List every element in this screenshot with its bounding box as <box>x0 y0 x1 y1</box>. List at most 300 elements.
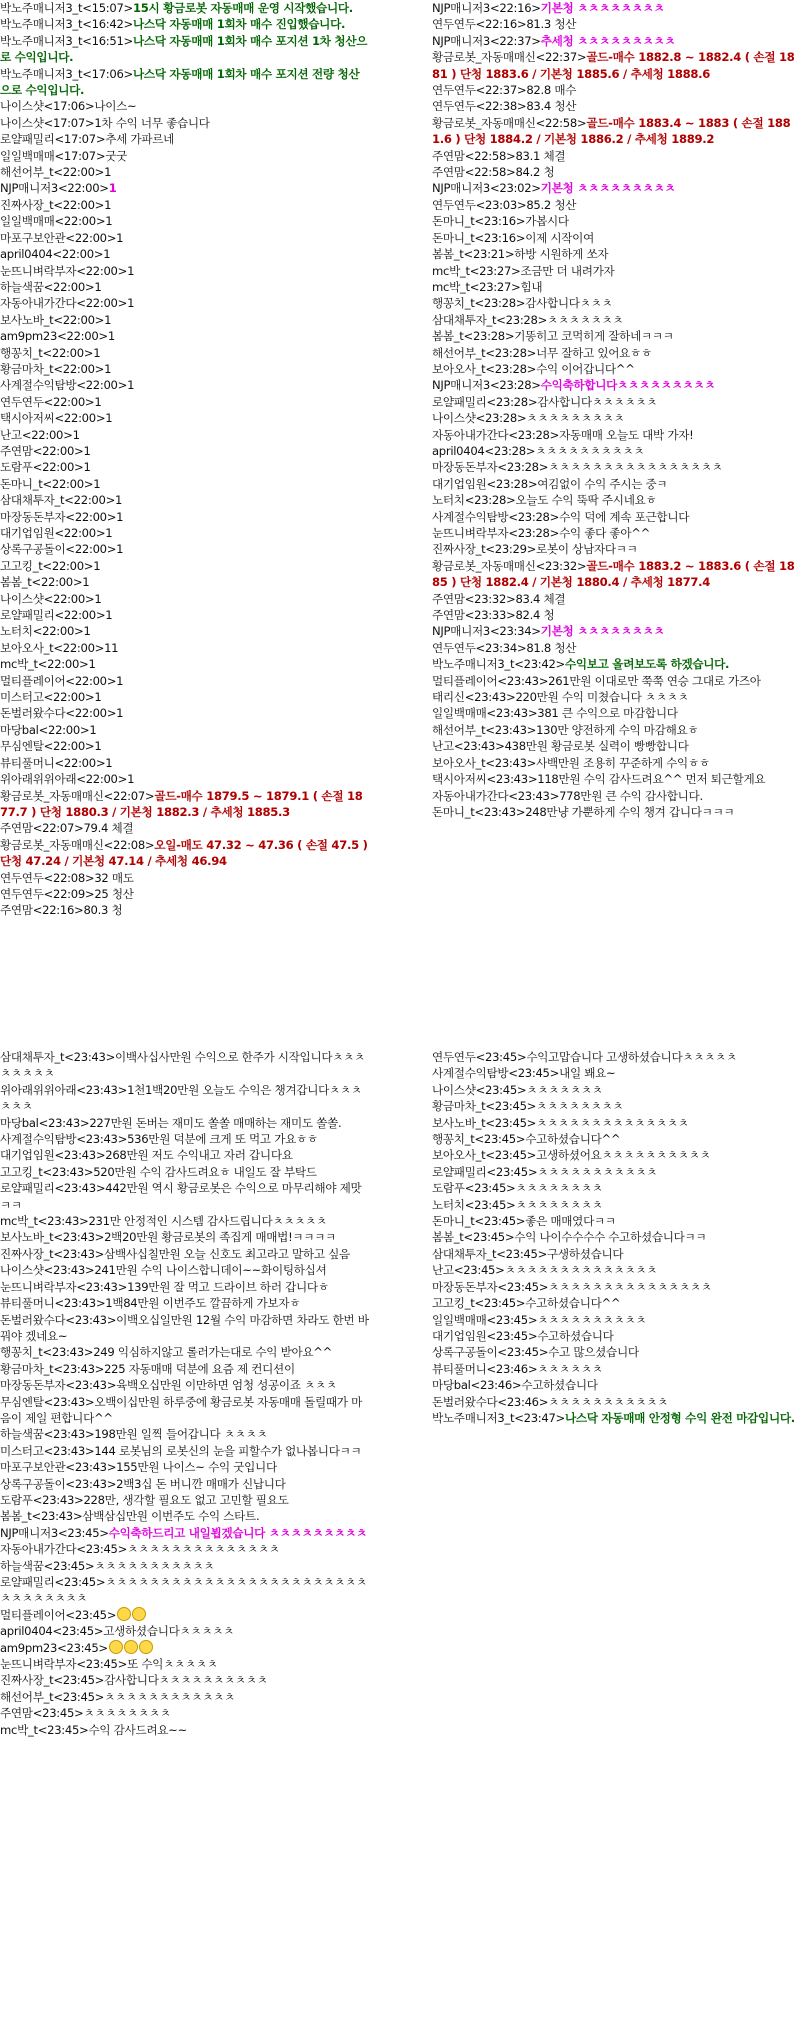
chat-message <box>0 755 370 771</box>
chat-text: 나스닥 자동매매 1회차 매수 진입했습니다. <box>132 17 346 32</box>
chat-text: 수익 이어갑니다^^ <box>536 361 635 376</box>
chat-nickname: 연두연두 <box>432 99 476 114</box>
chat-timestamp: <23:45> <box>486 1328 538 1343</box>
chat-nickname: 돈마니_t <box>432 214 475 229</box>
chat-timestamp: <23:43> <box>43 1394 95 1409</box>
chat-message <box>432 607 802 623</box>
chat-text: 25 청산 <box>94 886 134 901</box>
chat-timestamp: <22:37> <box>535 50 587 65</box>
chat-message <box>0 1049 370 1082</box>
chat-nickname: 해선어부_t <box>0 165 54 180</box>
chat-text: 1 <box>94 690 102 705</box>
chat-nickname: 마포구보안관 <box>0 230 66 245</box>
chat-text: 기본청 ㅊㅊㅊㅊㅊㅊㅊㅊㅊ <box>540 181 676 196</box>
chat-nickname: 나이스샷 <box>432 1082 476 1097</box>
chat-message <box>0 279 370 295</box>
chat-message <box>0 213 370 229</box>
chat-nickname: 나이스샷 <box>432 411 476 426</box>
chat-nickname: 뷰티풀머니 <box>0 755 55 770</box>
chat-message <box>432 361 802 377</box>
chat-message <box>0 1525 370 1541</box>
chat-text: 삼백사십칠만원 오늘 신호도 최고라고 말하고 싶음 <box>104 1246 350 1261</box>
chat-text: 85.2 청산 <box>526 197 577 212</box>
chat-nickname: 주연맘 <box>0 903 33 918</box>
chat-text: 1 <box>82 575 90 590</box>
chat-timestamp: <16:42> <box>82 17 133 32</box>
chat-message <box>0 837 370 870</box>
chat-nickname: 난고 <box>0 427 22 442</box>
chat-nickname: 마장동돈부자 <box>0 509 66 524</box>
chat-message <box>0 1262 370 1278</box>
chat-message <box>0 1344 370 1360</box>
chat-message <box>0 722 370 738</box>
chat-message <box>0 427 370 443</box>
chat-timestamp: <23:47> <box>514 1410 565 1425</box>
chat-message <box>432 1098 802 1114</box>
chat-message <box>0 886 370 902</box>
chat-nickname: 상록구공돌이 <box>0 542 66 557</box>
chat-nickname: 도람푸 <box>0 1492 33 1507</box>
chat-nickname: 상록구공돌이 <box>0 1476 66 1491</box>
chat-text: 수익 나이수수수수 수고하셨습니다ㅋㅋ <box>514 1230 707 1245</box>
chat-text: 이백사십사만원 수익으로 한주가 시작입니다ㅊㅊㅊㅊㅊㅊㅊㅊ <box>0 1050 365 1081</box>
chat-timestamp: <22:00> <box>54 411 106 426</box>
chat-text: 수익 감사드려요~~ <box>88 1722 187 1737</box>
chat-nickname: 자동아내가간다 <box>432 427 509 442</box>
chat-nickname: 노터치 <box>0 624 33 639</box>
chat-timestamp: <22:00> <box>53 361 105 376</box>
chat-text: 오일-매도 47.32 ~ 47.36 ( 손절 47.5 ) 단청 47.24 / 기본청 47.14 / 추세청 46.94 <box>0 837 368 869</box>
chat-message <box>0 476 370 492</box>
chat-nickname: april0404 <box>432 443 485 458</box>
chat-nickname: 주연맘 <box>432 608 465 623</box>
chat-nickname: 마포구보안관 <box>0 1460 66 1475</box>
chat-nickname: 자동아내가간다 <box>0 1542 77 1557</box>
chat-nickname: 뷰티풀머니 <box>432 1361 487 1376</box>
chat-nickname: 박노주매니저3_t <box>432 1410 515 1425</box>
chat-text: 수고하셨습니다 <box>537 1328 614 1343</box>
chat-nickname: 보아오사_t <box>432 1148 486 1163</box>
chat-timestamp: <23:43> <box>43 1443 95 1458</box>
chat-nickname: 돈벌러왔수다 <box>0 1312 66 1327</box>
chat-text: 너무 잘하고 있어요ㅎㅎ <box>536 345 652 360</box>
chat-message <box>0 443 370 459</box>
chat-text: 81.8 청산 <box>526 640 577 655</box>
chat-message <box>432 213 802 229</box>
chat-text: 추세 가파르네 <box>105 132 175 147</box>
chat-text: 83.4 체결 <box>515 591 566 606</box>
chat-nickname: 노터치 <box>432 493 465 508</box>
chat-message <box>432 115 802 148</box>
chat-text: 수고하셨습니다^^ <box>525 1296 621 1311</box>
chat-message <box>0 591 370 607</box>
chat-message <box>0 1229 370 1245</box>
chat-nickname: 보사노바_t <box>0 1230 54 1245</box>
chat-timestamp: <23:45> <box>475 1082 527 1097</box>
chat-timestamp: <23:28> <box>489 378 541 393</box>
chat-timestamp: <22:00> <box>64 493 115 508</box>
chat-text: 778만원 큰 수익 감사합니다. <box>559 788 703 803</box>
chat-message <box>0 1722 370 1738</box>
chat-text: 225 자동매매 덕분에 요즘 제 컨디션이 <box>104 1361 295 1376</box>
chat-nickname: 태리신 <box>432 690 465 705</box>
chat-nickname: 주연맘 <box>0 443 33 458</box>
chat-text: ㅊㅊㅊㅊㅊㅊㅊㅊㅊㅊㅊ <box>548 1394 669 1409</box>
chat-timestamp: <23:28> <box>464 493 516 508</box>
chat-timestamp: <23:43> <box>32 1492 84 1507</box>
chat-text: 자동매매 오늘도 대박 가자! <box>559 427 694 442</box>
chat-nickname: mc박_t <box>432 279 470 294</box>
chat-timestamp: <23:29> <box>485 542 537 557</box>
chat-timestamp: <23:33> <box>464 608 516 623</box>
chat-message <box>432 1344 802 1360</box>
chat-nickname: 미스터고 <box>0 690 44 705</box>
chat-message <box>432 689 802 705</box>
chat-text: 여김없이 수익 주시는 중ㅋ <box>537 476 668 491</box>
chat-message <box>432 788 802 804</box>
chat-text: 381 큰 수익으로 마감합니다 <box>537 706 678 721</box>
chat-nickname: 하늘색꿈 <box>0 1558 44 1573</box>
chat-nickname: 일일백매매 <box>432 1312 487 1327</box>
chat-nickname: 연두연두 <box>0 870 44 885</box>
chat-message <box>432 312 802 328</box>
chat-nickname: 도람푸 <box>0 460 33 475</box>
chat-timestamp: <23:45> <box>463 1230 515 1245</box>
chat-text: 1 <box>116 509 124 524</box>
chat-text: 추세청 ㅊㅊㅊㅊㅊㅊㅊㅊㅊ <box>540 33 676 48</box>
chat-timestamp: <23:45> <box>37 1722 89 1737</box>
chat-nickname: 눈뜨니벼락부자 <box>0 263 77 278</box>
chat-nickname: 사계절수익탐방 <box>0 378 77 393</box>
chat-text: 84.2 청 <box>515 165 555 180</box>
chat-message <box>0 771 370 787</box>
chat-timestamp: <23:45> <box>485 1115 537 1130</box>
chat-message <box>432 230 802 246</box>
chat-timestamp: <22:58> <box>464 148 516 163</box>
chat-timestamp: <23:43> <box>37 1214 89 1229</box>
chat-nickname: mc박_t <box>0 1214 38 1229</box>
chat-text: 골드-매수 1882.8 ~ 1882.4 ( 손절 1881 ) 단청 1883.6 / 기본청 1885.6 / 추세청 1888.6 <box>432 50 795 81</box>
chat-timestamp: <22:16> <box>475 17 527 32</box>
chat-message <box>432 1164 802 1180</box>
chat-timestamp: <23:28> <box>508 509 560 524</box>
chat-message <box>432 0 802 16</box>
chat-message <box>432 591 802 607</box>
chat-nickname: 로얄패밀리 <box>432 394 487 409</box>
chat-timestamp: <23:43> <box>53 1246 105 1261</box>
chat-timestamp: <23:45> <box>497 1345 549 1360</box>
chat-nickname: 주연맘 <box>0 821 33 836</box>
chat-text: 1 <box>127 378 135 393</box>
chat-nickname: 고고킹_t <box>0 558 43 573</box>
chat-message <box>432 345 802 361</box>
chat-message <box>432 1213 802 1229</box>
chat-timestamp: <22:00> <box>32 460 84 475</box>
chat-text: 118만원 수익 감사드려요^^ 먼저 퇴근할게요 <box>537 772 766 787</box>
chat-nickname: 나이스샷 <box>0 115 44 130</box>
chat-message <box>432 459 802 475</box>
chat-column-4 <box>432 1049 802 1426</box>
chat-timestamp: <23:45> <box>32 1706 84 1721</box>
chat-nickname: 박노주매니저3_t <box>0 66 83 81</box>
chat-message <box>432 1197 802 1213</box>
chat-timestamp: <22:00> <box>53 312 105 327</box>
chat-text: 1 <box>94 394 102 409</box>
chat-message <box>0 328 370 344</box>
chat-timestamp: <23:43> <box>54 1148 106 1163</box>
chat-text: 내일 봬요~ <box>559 1066 616 1081</box>
chat-nickname: 진짜사장_t <box>432 542 486 557</box>
chat-text: 1 <box>89 722 97 737</box>
chat-nickname: 나이스샷 <box>0 99 44 114</box>
chat-nickname: 연두연두 <box>432 197 476 212</box>
chat-nickname: 하늘색꿈 <box>0 1427 44 1442</box>
chat-text: 수익축하드리고 내일뵙겠습니다 ㅊㅊㅊㅊㅊㅊㅊㅊㅊ <box>108 1525 367 1540</box>
chat-nickname: 황금마차_t <box>0 361 54 376</box>
chat-message <box>432 1082 802 1098</box>
chat-nickname: 일일백매매 <box>0 214 55 229</box>
chat-nickname: NJP매니저3 <box>432 181 490 196</box>
chat-timestamp: <22:00> <box>37 657 89 672</box>
chat-nickname: 돈벌러왔수다 <box>0 706 66 721</box>
chat-message <box>0 558 370 574</box>
chat-message <box>432 443 802 459</box>
chat-message <box>0 66 370 99</box>
chat-nickname: 마장동돈부자 <box>432 460 498 475</box>
chat-timestamp: <23:03> <box>475 197 527 212</box>
chat-text: 가봅시다 <box>525 214 569 229</box>
chat-message <box>0 263 370 279</box>
chat-message <box>432 755 802 771</box>
chat-nickname: 봄봄_t <box>432 1230 464 1245</box>
chat-text: 수고 많으셨습니다 <box>548 1345 639 1360</box>
chat-nickname: 자동아내가간다 <box>0 296 77 311</box>
chat-message <box>432 656 802 672</box>
chat-message <box>0 410 370 426</box>
chat-nickname: 대기업임원 <box>432 476 487 491</box>
chat-timestamp: <23:43> <box>53 1230 105 1245</box>
chat-column-1 <box>0 0 370 919</box>
chat-timestamp: <23:43> <box>42 1164 94 1179</box>
chat-timestamp: <22:00> <box>76 296 128 311</box>
chat-nickname: NJP매니저3 <box>0 1525 58 1540</box>
chat-message <box>432 33 802 49</box>
chat-nickname: april0404 <box>0 247 53 262</box>
chat-timestamp: <23:45> <box>57 1525 109 1540</box>
chat-message <box>432 509 802 525</box>
chat-message <box>0 361 370 377</box>
chat-nickname: 로얄패밀리 <box>0 1181 55 1196</box>
chat-timestamp: <22:00> <box>32 624 84 639</box>
chat-timestamp: <23:45> <box>485 1148 537 1163</box>
chat-text: 2백3십 돈 버니깐 매매가 신납니다 <box>116 1476 286 1491</box>
chat-timestamp: <22:07> <box>32 821 84 836</box>
chat-timestamp: <23:43> <box>508 788 560 803</box>
chat-message <box>0 870 370 886</box>
chat-timestamp: <22:00> <box>43 394 95 409</box>
chat-text: 육백오십만원 이만하면 엄청 성공이죠 ㅊㅊㅊ <box>116 1378 337 1393</box>
chat-text: 1차 수익 너무 좋습니다 <box>94 115 210 130</box>
chat-message <box>432 180 802 196</box>
chat-nickname: 위아래위위아래 <box>0 1082 77 1097</box>
chat-message <box>432 410 802 426</box>
chat-message <box>0 1640 370 1656</box>
chat-text: 248만냥 가뿐하게 수익 챙겨 갑니다ㅋㅋㅋ <box>525 804 735 819</box>
chat-message <box>432 1049 802 1065</box>
chat-text: 241만원 수익 나이스합니데이~~화이팅하십셔 <box>94 1263 327 1278</box>
chat-nickname: 고고킹_t <box>0 1164 43 1179</box>
chat-text: ㅊㅊㅊㅊㅊㅊㅊㅊㅊㅊ <box>537 1312 647 1327</box>
chat-message <box>0 230 370 246</box>
chat-text: 또 수익ㅊㅊㅊㅊㅊ <box>127 1657 218 1672</box>
chat-nickname: 박노주매니저3_t <box>0 17 83 32</box>
chat-nickname: 주연맘 <box>432 148 465 163</box>
chat-message <box>0 1508 370 1524</box>
chat-message <box>0 115 370 131</box>
chat-nickname: 봄봄_t <box>0 1509 32 1524</box>
chat-nickname: 봄봄_t <box>432 247 464 262</box>
chat-nickname: 눈뜨니벼락부자 <box>0 1279 77 1294</box>
chat-message <box>0 1131 370 1147</box>
chat-text: 1 <box>116 542 124 557</box>
chat-text: 220만원 수익 미쳤습니다 ㅊㅊㅊㅊ <box>515 690 689 705</box>
chat-timestamp: <22:37> <box>489 33 541 48</box>
chat-message <box>432 1279 802 1295</box>
chat-nickname: NJP매니저3 <box>432 624 490 639</box>
chat-nickname: 진짜사장_t <box>0 1673 54 1688</box>
chat-nickname: 눈뜨니벼락부자 <box>0 1657 77 1672</box>
chat-timestamp: <22:00> <box>38 722 90 737</box>
chat-timestamp: <22:09> <box>43 886 95 901</box>
chat-message <box>0 574 370 590</box>
chat-nickname: 로얄패밀리 <box>0 132 55 147</box>
chat-text: 80.3 청 <box>83 903 123 918</box>
chat-message <box>432 16 802 32</box>
chat-text: 1백84만원 이번주도 깔끔하게 가보자ㅎ <box>105 1296 301 1311</box>
chat-timestamp: <23:45> <box>53 1689 105 1704</box>
chat-text: 수고하셨습니다 <box>521 1378 598 1393</box>
chat-nickname: 봄봄_t <box>0 575 32 590</box>
chat-text: 1 <box>105 755 113 770</box>
chat-timestamp: <23:43> <box>486 772 538 787</box>
chat-nickname: 택시아저씨 <box>432 772 487 787</box>
chat-text: 81.3 청산 <box>526 17 577 32</box>
chat-text: 82.4 청 <box>515 608 555 623</box>
chat-nickname: april0404 <box>0 1624 53 1639</box>
chat-text: 수익 덕에 계속 포근합니다 <box>559 509 690 524</box>
chat-message <box>0 459 370 475</box>
chat-timestamp: <17:07> <box>54 132 106 147</box>
chat-timestamp: <23:43> <box>485 755 537 770</box>
chat-message <box>0 33 370 66</box>
chat-text: 사백만원 조용히 꾸준하게 수익ㅎㅎ <box>536 755 710 770</box>
chat-timestamp: <22:00> <box>52 247 104 262</box>
chat-message <box>0 197 370 213</box>
chat-timestamp: <23:45> <box>486 1164 538 1179</box>
chat-timestamp: <22:00> <box>54 526 106 540</box>
chat-timestamp: <23:45> <box>474 1132 526 1147</box>
chat-text: 조금만 더 내려가자 <box>520 263 615 278</box>
chat-message <box>432 1328 802 1344</box>
chat-timestamp: <22:00> <box>57 181 109 196</box>
chat-timestamp: <22:00> <box>53 165 105 180</box>
smiley-emoticon-icon <box>117 1607 131 1621</box>
chat-nickname: 해선어부_t <box>432 722 486 737</box>
chat-timestamp: <23:43> <box>38 1115 90 1130</box>
chat-nickname: 로얄패밀리 <box>0 1575 55 1589</box>
chat-timestamp: <23:45> <box>53 1673 105 1688</box>
chat-text: 1 <box>104 197 112 212</box>
chat-message <box>0 1377 370 1393</box>
chat-text: 골드-매수 1883.4 ~ 1883 ( 손절 1881.6 ) 단청 1884.2 / 기본청 1886.2 / 추세청 1889.2 <box>432 115 791 147</box>
chat-text: 228만, 생각할 필요도 없고 고민할 필요도 <box>83 1492 289 1507</box>
chat-message <box>0 656 370 672</box>
chat-timestamp: <23:45> <box>52 1624 104 1639</box>
chat-nickname: 박노주매니저3_t <box>0 33 83 48</box>
chat-message <box>432 82 802 98</box>
chat-text: 기똥히고 코먹히게 잘하네ㅋㅋㅋ <box>514 329 674 344</box>
chat-nickname: 연두연두 <box>432 17 476 32</box>
chat-timestamp: <23:46> <box>470 1378 522 1393</box>
chat-nickname: 마당bal <box>0 722 39 737</box>
chat-timestamp: <22:00> <box>53 640 105 655</box>
chat-nickname: mc박_t <box>0 657 38 672</box>
chat-nickname: 사계절수익탐방 <box>432 1066 509 1081</box>
chat-text: 기본청 ㅊㅊㅊㅊㅊㅊㅊㅊ <box>540 1 665 15</box>
chat-message <box>432 197 802 213</box>
chat-timestamp: <23:43> <box>65 1476 117 1491</box>
chat-text: 438만원 황금로봇 실력이 빵빵합니다 <box>504 739 689 754</box>
chat-message <box>0 180 370 196</box>
chat-message <box>0 1689 370 1705</box>
chat-timestamp: <22:00> <box>76 378 128 393</box>
chat-nickname: 황금로봇_자동매매신 <box>432 115 536 130</box>
chat-message <box>432 771 802 787</box>
chat-message <box>0 1115 370 1131</box>
chat-message <box>432 1131 802 1147</box>
chat-timestamp: <22:00> <box>31 575 83 590</box>
chat-timestamp: <23:34> <box>475 640 527 655</box>
chat-nickname: 삼대채투자_t <box>0 493 65 508</box>
chat-timestamp: <17:07> <box>54 148 106 163</box>
chat-timestamp: <22:00> <box>65 542 117 557</box>
chat-message <box>432 246 802 262</box>
chat-text: 1 <box>104 312 112 327</box>
chat-timestamp: <22:16> <box>489 1 541 15</box>
chat-text: ㅊㅊㅊㅊㅊㅊㅊㅊㅊㅊㅊㅊㅊㅊㅊ <box>548 1279 712 1294</box>
chat-timestamp: <23:28> <box>463 329 515 344</box>
chat-timestamp: <23:28> <box>485 345 537 360</box>
chat-message <box>0 1180 370 1213</box>
chat-text: ㅊㅊㅊㅊㅊㅊㅊㅊㅊㅊ <box>535 443 645 458</box>
chat-nickname: 연두연두 <box>432 1050 476 1064</box>
chat-text: 249 익심하지않고 롤러가는대로 수익 받아요^^ <box>93 1345 333 1360</box>
chat-nickname: 미스터고 <box>0 1443 44 1458</box>
chat-message <box>0 312 370 328</box>
chat-nickname: NJP매니저3 <box>0 181 58 196</box>
chat-nickname: 행꽁치_t <box>0 345 43 360</box>
chat-text: 1 <box>104 165 112 180</box>
chat-message <box>432 1229 802 1245</box>
chat-timestamp: <22:00> <box>43 591 95 606</box>
chat-message <box>0 1672 370 1688</box>
chat-nickname: 황금마차_t <box>432 1099 486 1114</box>
chat-message <box>432 1262 802 1278</box>
chat-nickname: 연두연두 <box>432 640 476 655</box>
chat-message <box>432 541 802 557</box>
chat-text: 79.4 체결 <box>83 821 134 836</box>
chat-text: 감사합니다ㅊㅊㅊㅊㅊㅊ <box>537 394 658 409</box>
